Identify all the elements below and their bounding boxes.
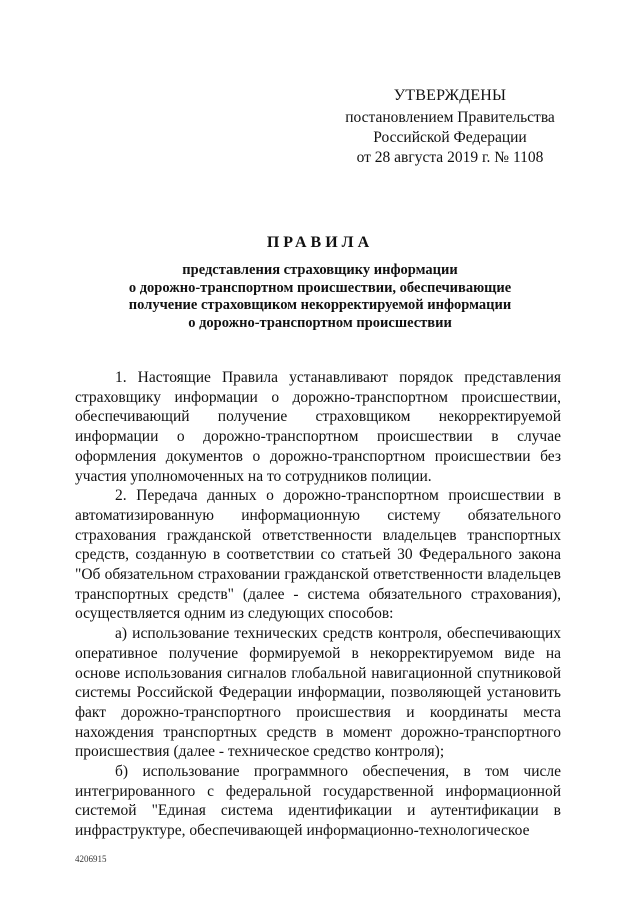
paragraph-2: 2. Передача данных о дорожно-транспортном происшествии в автоматизированную информационную систему обязательного страхования гражданской ответственности владельцев транспортных средств, созданную в соответствии со статьей 30 Федерального закона "Об обязательном страховании гражданской ответственности владельцев транспортных средств" (далее - система обязательного страхования), осуществляется одним из следующих способов: bbox=[75, 487, 561, 623]
subtitle-line: о дорожно-транспортном происшествии bbox=[188, 314, 452, 331]
document-subtitle bbox=[80, 262, 560, 332]
paragraph-1: 1. Настоящие Правила устанавливают порядок представления страховщику информации о дорожно-транспортном происшествии, обеспечивающий получение страховщиком некорректируемой информации о дорожно-транспортном происшествии в случае оформления документов о дорожно-транспортном происшествии без участия уполномоченных на то сотрудников полиции. bbox=[75, 369, 561, 485]
subtitle-line: представления страховщику информации bbox=[182, 262, 458, 278]
paragraph-2a: а) использование технических средств контроля, обеспечивающих оперативное получение формируемой в некорректируемом виде на основе использования сигналов глобальной навигационной спутниковой системы Российской Федерации информации, позволяющей установить факт дорожно-транспортного происшествия и координаты места нахождения транспортных средств в момент дорожно-транспортного происшествия (далее - техническое средство контроля); bbox=[75, 625, 561, 761]
paragraph-2b: б) использование программного обеспечения, в том числе интегрированного с федеральной государственной информационной системой "Единая система идентификации и аутентификации в инфраструктуре, обеспечивающей информационно-технологическое bbox=[75, 763, 561, 840]
approval-heading: УТВЕРЖДЕНЫ bbox=[393, 87, 507, 104]
subtitle-line: о дорожно-транспортном происшествии, обеспечивающие bbox=[128, 279, 512, 296]
approval-line-2: Российской Федерации bbox=[373, 129, 527, 146]
approval-block bbox=[330, 86, 570, 168]
approval-line-1: постановлением Правительства bbox=[345, 109, 555, 126]
document-code: 4206915 bbox=[75, 854, 107, 864]
document-title: ПРАВИЛА bbox=[266, 234, 374, 251]
document-body bbox=[75, 368, 561, 841]
subtitle-line: получение страховщиком некорректируемой информации bbox=[128, 297, 512, 313]
approval-line-3: от 28 августа 2019 г. № 1108 bbox=[356, 149, 544, 166]
